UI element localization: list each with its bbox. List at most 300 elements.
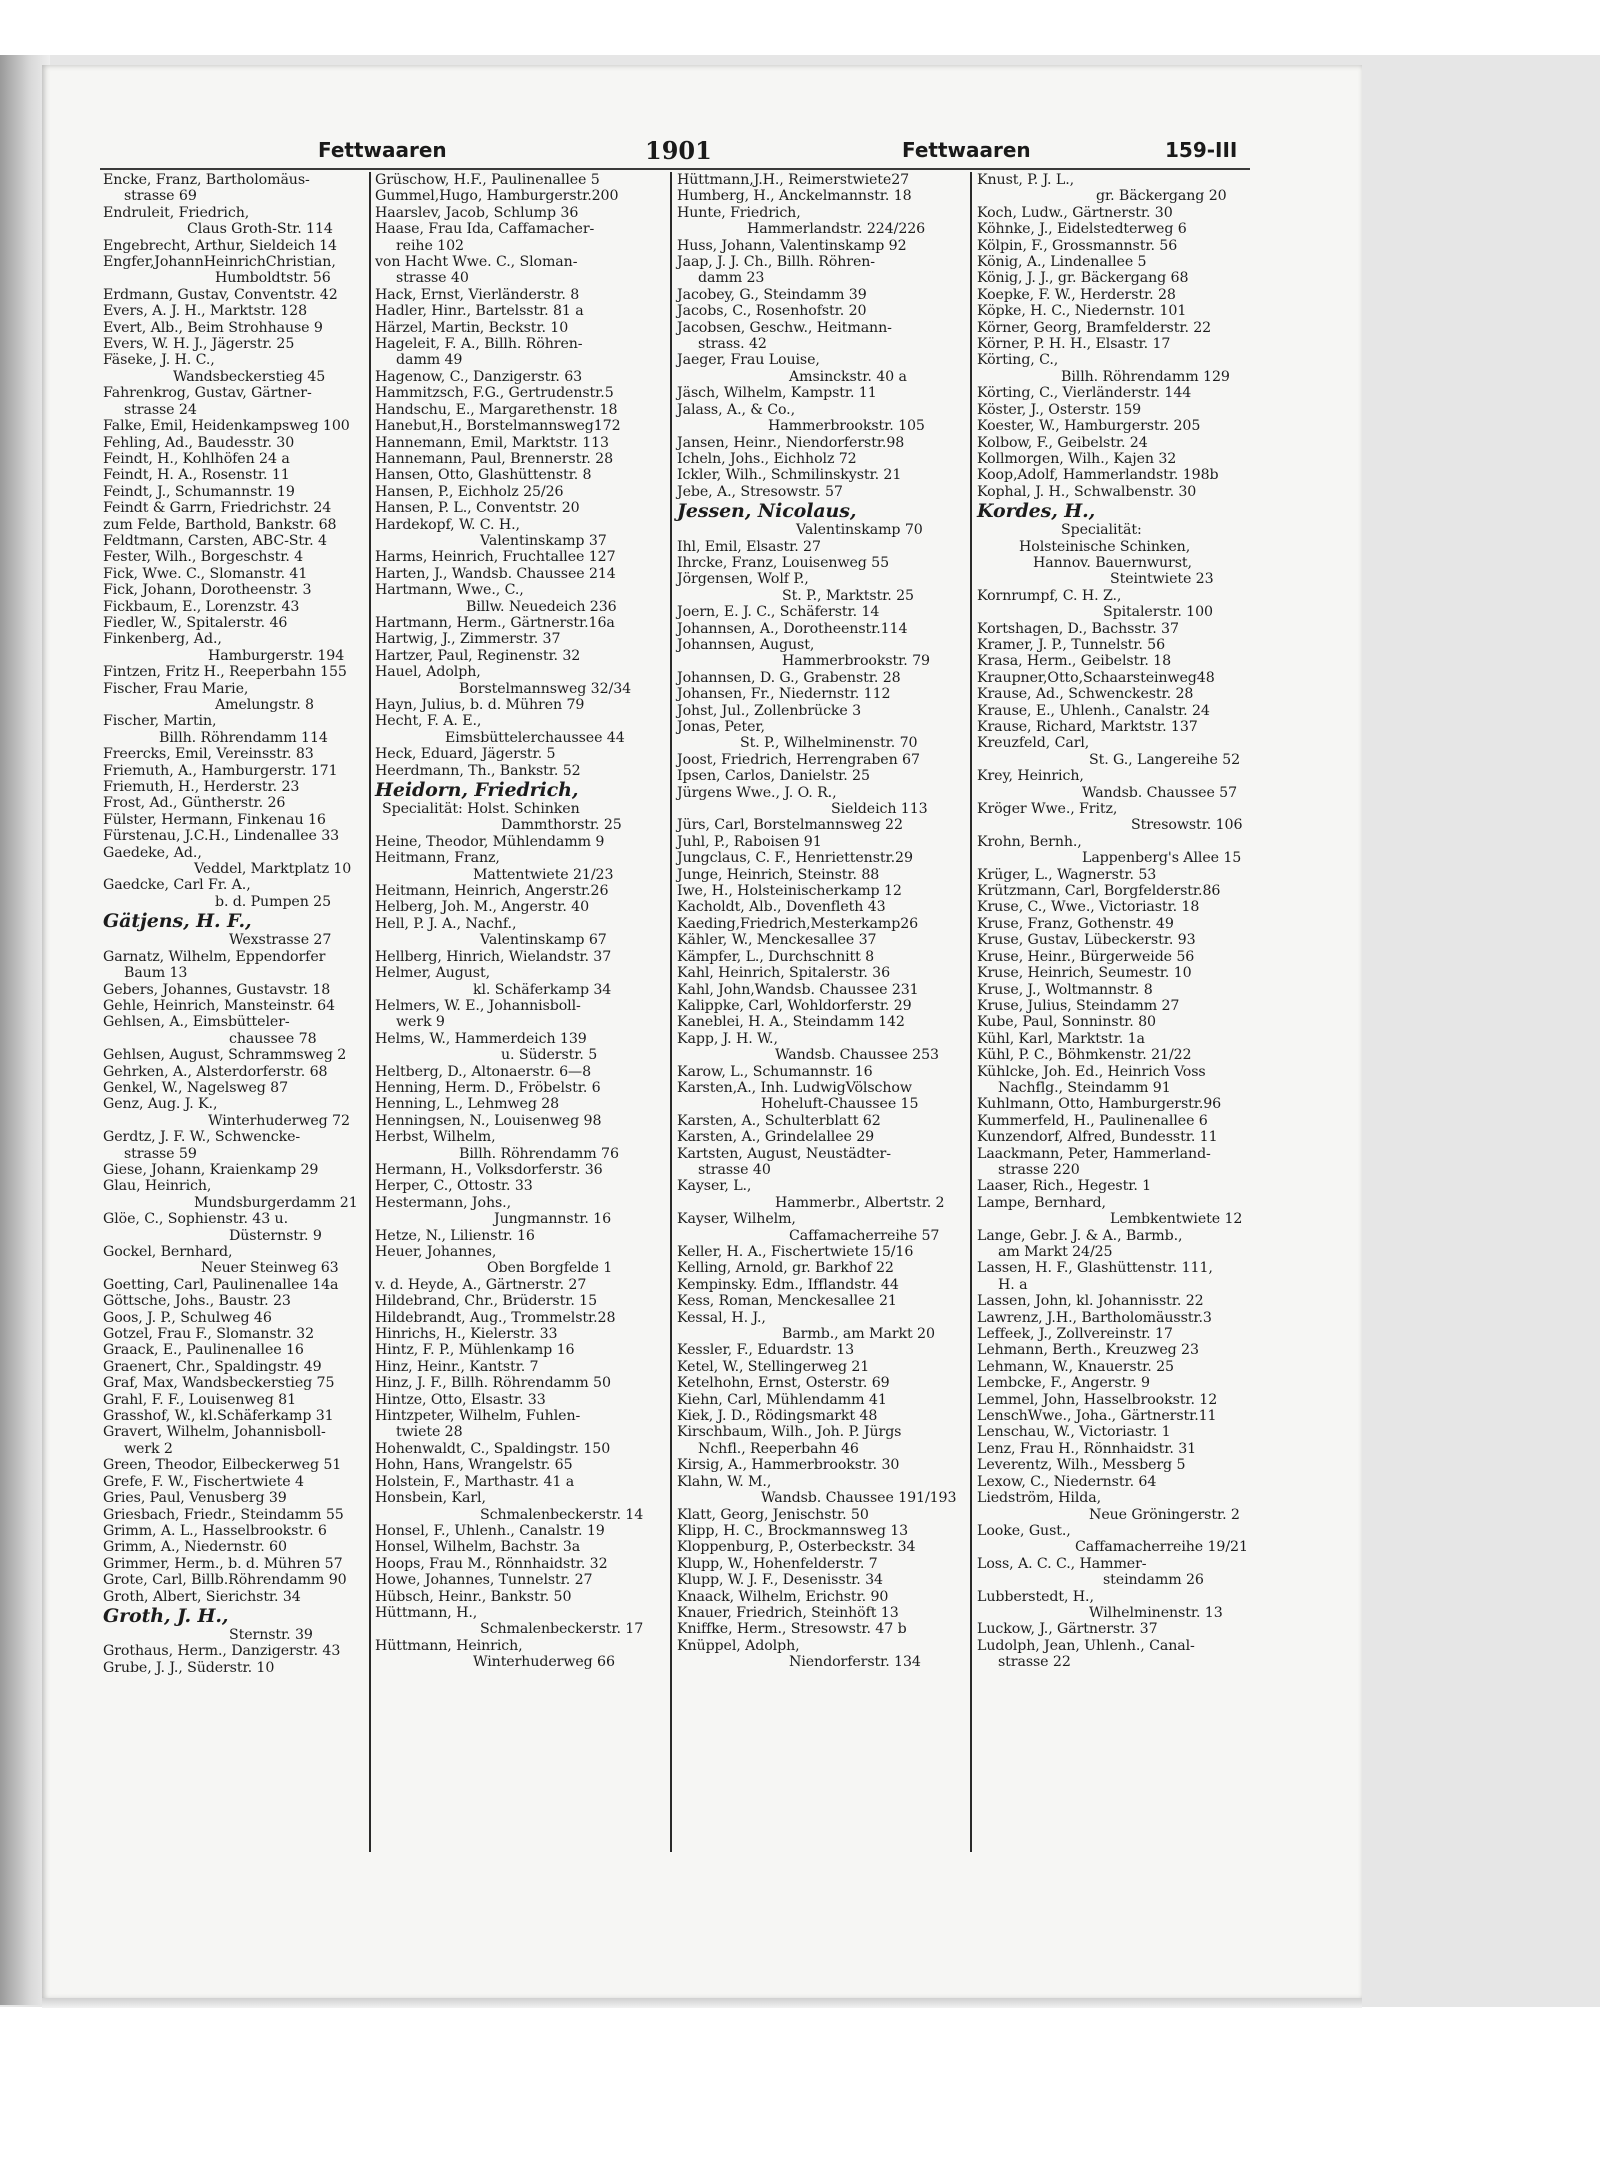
directory-entry-line: Klahn, W. M., <box>677 1473 772 1490</box>
directory-entry-line: Jungclaus, C. F., Henriettenstr.29 <box>677 850 913 867</box>
directory-entry-line: Kröger Wwe., Fritz, <box>977 801 1118 818</box>
directory-entry-line: Fick, Wwe. C., Slomanstr. 41 <box>103 565 308 582</box>
directory-entry-line: Fick, Johann, Dorotheenstr. 3 <box>103 582 312 599</box>
directory-entry-line: Kreuzfeld, Carl, <box>977 735 1090 752</box>
directory-entry-line: Heuer, Johannes, <box>375 1244 497 1260</box>
directory-entry-line: Lehmann, W., Knauerstr. 25 <box>977 1358 1174 1375</box>
directory-entry-line: Kirsig, A., Hammerbrookstr. 30 <box>677 1457 900 1474</box>
directory-entry-line: Körting, C., Vierländerstr. 144 <box>977 385 1192 402</box>
directory-entry-line: Oben Borgfelde 1 <box>487 1260 613 1277</box>
directory-entry-line: Klipp, H. C., Brockmannsweg 13 <box>677 1522 909 1539</box>
directory-entry-line: Fehling, Ad., Baudesstr. 30 <box>103 434 295 451</box>
directory-entry-line: Griesbach, Friedr., Steindamm 55 <box>103 1506 344 1523</box>
directory-entry-line: Körting, C., <box>977 352 1059 369</box>
directory-entry-line: werk 2 <box>124 1440 173 1457</box>
directory-entry-line: Borstelmannsweg 32/34 <box>459 680 632 697</box>
directory-entry-line: Endruleit, Friedrich, <box>103 204 250 221</box>
directory-entry-line: Hammerbrookstr. 105 <box>768 418 925 435</box>
directory-entry-line: Fiedler, W., Spitalerstr. 46 <box>103 614 288 631</box>
directory-entry-line: Fester, Wilh., Borgeschstr. 4 <box>103 549 304 566</box>
directory-entry-line: Gummel,Hugo, Hamburgerstr.200 <box>375 188 619 205</box>
directory-entry-line: Kämpfer, L., Durchschnitt 8 <box>677 948 875 965</box>
directory-entry-line: Kahl, John,Wandsb. Chaussee 231 <box>677 981 919 998</box>
directory-entry-line: Engebrecht, Arthur, Sieldeich 14 <box>103 237 337 254</box>
directory-entry-line: Hartwig, J., Zimmerstr. 37 <box>375 631 561 648</box>
directory-entry-line: Feindt & Garrn, Friedrichstr. 24 <box>103 500 332 517</box>
directory-entry-line: Hintzpeter, Wilhelm, Fuhlen- <box>375 1408 581 1425</box>
directory-entry-line: chaussee 78 <box>229 1030 317 1047</box>
directory-entry-line: Jacobey, G., Steindamm 39 <box>677 286 867 303</box>
directory-entry-line: am Markt 24/25 <box>998 1244 1113 1260</box>
directory-entry-line: Grahl, F. F., Louisenweg 81 <box>103 1391 297 1408</box>
directory-entry-line: Haase, Frau Ida, Caffamacher- <box>375 221 595 238</box>
directory-entry-line: Kolbow, F., Geibelstr. 24 <box>977 434 1148 451</box>
directory-entry-line: Feldtmann, Carsten, ABC-Str. 4 <box>103 532 327 549</box>
directory-entry-line: Glöe, C., Sophienstr. 43 u. <box>103 1211 288 1228</box>
directory-entry-line: Iwe, H., Holsteinischerkamp 12 <box>677 883 902 900</box>
directory-entry-line: Kruse, J., Woltmannstr. 8 <box>977 981 1153 998</box>
directory-entry-line: Caffamacherreihe 57 <box>789 1227 940 1244</box>
directory-entry-line: Kramer, J. P., Tunnelstr. 56 <box>977 636 1166 653</box>
directory-entry-line: Hansen, Otto, Glashüttenstr. 8 <box>375 467 592 484</box>
directory-entry-line: Ickler, Wilh., Schmilinskystr. 21 <box>677 467 902 484</box>
header-page-number: 159-III <box>1165 138 1238 162</box>
header-right-title: Fettwaaren <box>902 138 1031 162</box>
directory-entry-line: Lassen, H. F., Glashüttenstr. 111, <box>977 1260 1213 1277</box>
directory-entry-line: Fäseke, J. H. C., <box>103 352 215 369</box>
directory-entry-line: Kessler, F., Eduardstr. 13 <box>677 1342 855 1359</box>
directory-entry-line: Dammthorstr. 25 <box>501 817 622 834</box>
directory-entry-line: Hüttmann,J.H., Reimerstwiete27 <box>677 172 910 188</box>
directory-entry-line: Joern, E. J. C., Schäferstr. 14 <box>677 604 880 621</box>
directory-entry-line: Feindt, H. A., Rosenstr. 11 <box>103 467 290 484</box>
directory-entry-line: Johansen, Fr., Niedernstr. 112 <box>677 686 891 703</box>
directory-entry-line: Erdmann, Gustav, Conventstr. 42 <box>103 286 338 303</box>
directory-entry-line: Grimm, A., Niedernstr. 60 <box>103 1539 287 1556</box>
directory-entry-line: Hohn, Hans, Wrangelstr. 65 <box>375 1457 573 1474</box>
directory-entry-line: Heltberg, D., Altonaerstr. 6—8 <box>375 1063 592 1080</box>
directory-entry-line: Hayn, Julius, b. d. Mühren 79 <box>375 697 585 713</box>
directory-entry-line: Hartmann, Herm., Gärtnerstr.16a <box>375 614 615 631</box>
directory-entry-line: Neuer Steinweg 63 <box>201 1260 339 1277</box>
directory-entry-line: Hanebut,H., Borstelmannsweg172 <box>375 418 621 435</box>
directory-entry-line: Henning, Herm. D., Fröbelstr. 6 <box>375 1079 601 1096</box>
directory-entry-line: Billh. Röhrendamm 76 <box>459 1145 619 1162</box>
directory-entry-line: Kruse, C., Wwe., Victoriastr. 18 <box>977 899 1200 916</box>
directory-entry-line: Kess, Roman, Menckesallee 21 <box>677 1293 897 1310</box>
directory-entry-line: Wandsb. Chaussee 191/193 <box>761 1490 957 1507</box>
directory-entry-line: strasse 24 <box>124 401 197 418</box>
directory-entry-line: Lawrenz, J.H., Bartholomäusstr.3 <box>977 1309 1212 1326</box>
directory-entry-line: Kube, Paul, Sonninstr. 80 <box>977 1014 1156 1031</box>
directory-entry-line: Hintz, F. P., Mühlenkamp 16 <box>375 1342 575 1359</box>
directory-entry-line: Hammitzsch, F.G., Gertrudenstr.5 <box>375 385 614 402</box>
directory-entry-line: Leverentz, Wilh., Messberg 5 <box>977 1457 1186 1474</box>
directory-entry-line: Grube, J. J., Süderstr. 10 <box>103 1659 275 1676</box>
directory-entry-line: Kunzendorf, Alfred, Bundesstr. 11 <box>977 1129 1218 1146</box>
directory-entry-line: H. a <box>998 1276 1028 1293</box>
directory-entry-line: Hoops, Frau M., Rönnhaidstr. 32 <box>375 1555 608 1572</box>
directory-entry-line: Looke, Gust., <box>977 1522 1071 1539</box>
directory-entry-line: Feindt, J., Schumannstr. 19 <box>103 483 295 500</box>
directory-entry-line: Lembkentwiete 12 <box>1110 1211 1243 1228</box>
directory-entry-line: Neue Gröningerstr. 2 <box>1089 1506 1240 1523</box>
directory-entry-line: Fischer, Frau Marie, <box>103 680 249 697</box>
directory-entry-line: strass. 42 <box>698 336 767 353</box>
directory-entry-line: Niendorferstr. 134 <box>789 1654 921 1671</box>
directory-entry-line: Hübsch, Heinr., Bankstr. 50 <box>375 1588 572 1605</box>
directory-entry-line: Gehle, Heinrich, Mansteinstr. 64 <box>103 997 335 1014</box>
directory-entry-line: Hunte, Friedrich, <box>677 204 801 221</box>
directory-entry-line: Schmalenbeckerstr. 17 <box>480 1621 644 1638</box>
directory-entry-line: Kayser, L., <box>677 1178 752 1195</box>
directory-entry-line: Hüttmann, H., <box>375 1604 478 1621</box>
directory-entry-line: Lenz, Frau H., Rönnhaidstr. 31 <box>977 1440 1197 1457</box>
directory-entry-line: Kartsten, August, Neustädter- <box>677 1145 891 1162</box>
directory-entry-line: Liedström, Hilda, <box>977 1490 1102 1507</box>
column-divider <box>970 172 972 1852</box>
directory-entry-line: Lexow, C., Niedernstr. 64 <box>977 1473 1157 1490</box>
directory-entry-line: Groth, Albert, Sierichstr. 34 <box>103 1588 301 1605</box>
directory-entry-line: Amsinckstr. 40 a <box>789 368 907 385</box>
directory-entry-line: Johst, Jul., Zollenbrücke 3 <box>677 702 862 719</box>
directory-entry-line: Hannemann, Paul, Brennerstr. 28 <box>375 450 614 467</box>
directory-entry-line: Lubberstedt, H., <box>977 1588 1094 1605</box>
directory-entry-line: Krause, Ad., Schwenckestr. 28 <box>977 686 1194 703</box>
directory-entry-line: Hetze, N., Lilienstr. 16 <box>375 1227 535 1244</box>
directory-entry-line: Goos, J. P., Schulweg 46 <box>103 1309 272 1326</box>
directory-entry-line: kl. Schäferkamp 34 <box>473 981 612 998</box>
directory-entry-line: Baum 13 <box>124 965 188 982</box>
directory-entry-line: Hinz, Heinr., Kantstr. 7 <box>375 1358 539 1375</box>
directory-entry-line: Howe, Johannes, Tunnelstr. 27 <box>375 1572 593 1589</box>
directory-entry-line: Friemuth, A., Hamburgerstr. 171 <box>103 762 338 779</box>
directory-entry-line: Hansen, P., Eichholz 25/26 <box>375 483 564 500</box>
directory-column-2 <box>375 172 644 1671</box>
directory-entry-line: Luckow, J., Gärtnerstr. 37 <box>977 1621 1158 1638</box>
directory-entry-line: Ketelhohn, Ernst, Osterstr. 69 <box>677 1375 890 1392</box>
directory-entry-line: Mundsburgerdamm 21 <box>194 1194 358 1211</box>
directory-entry-line: Knauer, Friedrich, Steinhöft 13 <box>677 1604 899 1621</box>
directory-entry-line: reihe 102 <box>396 237 464 254</box>
directory-entry-line: Lampe, Bernhard, <box>977 1194 1106 1211</box>
directory-entry-line: Ihl, Emil, Elsastr. 27 <box>677 538 821 555</box>
directory-entry-line: Gotzel, Frau F., Slomanstr. 32 <box>103 1326 315 1343</box>
directory-entry-line: Helmers, W. E., Johannisboll- <box>375 997 581 1014</box>
directory-entry-line: Klupp, W., Hohenfelderstr. 7 <box>677 1555 878 1572</box>
directory-entry-line: Graack, E., Paulinenallee 16 <box>103 1342 304 1359</box>
directory-entry-line: Kruse, Julius, Steindamm 27 <box>977 997 1180 1014</box>
directory-entry-line: Koop,Adolf, Hammerlandstr. 198b <box>977 467 1219 484</box>
directory-entry-line: Kühl, P. C., Böhmkenstr. 21/22 <box>977 1047 1192 1064</box>
directory-entry-line: Junge, Heinrich, Steinstr. 88 <box>677 866 880 883</box>
directory-entry-line: Hauel, Adolph, <box>375 664 481 681</box>
directory-entry-line: Gebers, Johannes, Gustavstr. 18 <box>103 981 331 998</box>
directory-entry-line: Kruse, Heinrich, Seumestr. 10 <box>977 965 1192 982</box>
directory-entry-line: strasse 40 <box>698 1161 771 1178</box>
directory-entry-line: Kummerfeld, H., Paulinenallee 6 <box>977 1112 1208 1129</box>
directory-entry-line: Henningsen, N., Louisenweg 98 <box>375 1112 602 1129</box>
directory-entry-line: Herper, C., Ottostr. 33 <box>375 1178 533 1195</box>
directory-entry-line: Lembcke, F., Angerstr. 9 <box>977 1375 1150 1392</box>
directory-entry-line: Spitalerstr. 100 <box>1103 604 1213 621</box>
directory-entry-line: Gehlsen, August, Schrammsweg 2 <box>103 1047 347 1064</box>
directory-entry-line: Jebe, A., Stresowstr. 57 <box>677 483 843 500</box>
directory-entry-line: König, A., Lindenallee 5 <box>977 254 1147 271</box>
directory-entry-line: Joost, Friedrich, Herrengraben 67 <box>677 751 920 768</box>
directory-entry-line: Krasa, Herm., Geibelstr. 18 <box>977 653 1171 670</box>
directory-entry-line: Jörgensen, Wolf P., <box>677 571 809 588</box>
directory-entry-line: Hartzer, Paul, Reginenstr. 32 <box>375 647 581 664</box>
directory-entry-line: Heitmann, Franz, <box>375 850 500 867</box>
directory-entry-line: Valentinskamp 67 <box>480 932 607 949</box>
directory-entry-line: Hildebrandt, Aug., Trommelstr.28 <box>375 1309 616 1326</box>
directory-entry-line: Hintze, Otto, Elsastr. 33 <box>375 1391 546 1408</box>
directory-entry-line: Friemuth, H., Herderstr. 23 <box>103 779 300 796</box>
directory-entry-line: Specialität: Holst. Schinken <box>382 801 580 818</box>
directory-entry-line: Nachflg., Steindamm 91 <box>998 1079 1171 1096</box>
directory-entry-line: gr. Bäckergang 20 <box>1096 188 1227 205</box>
directory-entry-line: Grimmer, Herm., b. d. Mühren 57 <box>103 1555 343 1572</box>
directory-entry-line: Lehmann, Berth., Kreuzweg 23 <box>977 1342 1199 1359</box>
directory-entry-line: Wandsb. Chaussee 253 <box>775 1047 939 1064</box>
column-divider <box>369 172 371 1852</box>
directory-entry-line: Jonas, Peter, <box>677 719 765 735</box>
directory-entry-line: strasse 220 <box>998 1161 1080 1178</box>
directory-entry-line: Köster, J., Osterstr. 159 <box>977 401 1142 418</box>
directory-entry-line: Henning, L., Lehmweg 28 <box>375 1096 560 1113</box>
directory-entry-line: Krützmann, Carl, Borgfelderstr.86 <box>977 883 1221 900</box>
directory-entry-line: Hack, Ernst, Vierländerstr. 8 <box>375 286 580 303</box>
directory-entry-line: Honsel, Wilhelm, Bachstr. 3a <box>375 1539 581 1556</box>
directory-entry-line: Heidorn, Friedrich, <box>375 779 579 802</box>
directory-entry-line: Hammerbr., Albertstr. 2 <box>775 1194 945 1211</box>
directory-entry-line: Kaeding,Friedrich,Mesterkamp26 <box>677 915 919 932</box>
directory-entry-line: Knust, P. J. L., <box>977 172 1075 188</box>
directory-entry-line: Encke, Franz, Bartholomäus- <box>103 172 310 188</box>
directory-entry-line: Hartmann, Wwe., C., <box>375 582 524 599</box>
directory-entry-line: Hermann, H., Volksdorferstr. 36 <box>375 1161 603 1178</box>
directory-entry-line: Kayser, Wilhelm, <box>677 1211 796 1228</box>
directory-entry-line: Krohn, Bernh., <box>977 833 1082 850</box>
directory-entry-line: Kollmorgen, Wilh., Kajen 32 <box>977 450 1177 467</box>
directory-entry-line: Gravert, Wilhelm, Johannisboll- <box>103 1424 326 1441</box>
directory-entry-line: Karsten, A., Schulterblatt 62 <box>677 1112 881 1129</box>
directory-entry-line: Holstein, F., Marthastr. 41 a <box>375 1473 575 1490</box>
directory-entry-line: Huss, Johann, Valentinskamp 92 <box>677 237 907 254</box>
directory-entry-line: Harten, J., Wandsb. Chaussee 214 <box>375 565 616 582</box>
directory-entry-line: Hardekopf, W. C. H., <box>375 516 520 533</box>
directory-entry-line: Stresowstr. 106 <box>1131 817 1243 834</box>
directory-entry-line: Harms, Heinrich, Fruchtallee 127 <box>375 549 616 566</box>
directory-entry-line: Hageleit, F. A., Billh. Röhren- <box>375 336 583 353</box>
directory-entry-line: Kelling, Arnold, gr. Barkhof 22 <box>677 1260 894 1277</box>
directory-entry-line: Kiehn, Carl, Mühlendamm 41 <box>677 1391 887 1408</box>
directory-entry-line: Krey, Heinrich, <box>977 768 1084 785</box>
directory-entry-line: Hannov. Bauernwurst, <box>1033 554 1192 571</box>
directory-entry-line: Juhl, P., Raboisen 91 <box>677 833 822 850</box>
directory-entry-line: Evers, A. J. H., Marktstr. 128 <box>103 303 307 320</box>
directory-entry-line: Kophal, J. H., Schwalbenstr. 30 <box>977 483 1197 500</box>
directory-entry-line: Johannsen, August, <box>677 636 815 653</box>
directory-entry-line: Gaedcke, Carl Fr. A., <box>103 877 251 894</box>
directory-entry-line: Kuhlmann, Otto, Hamburgerstr.96 <box>977 1096 1222 1113</box>
directory-entry-line: St. P., Wilhelminenstr. 70 <box>740 735 918 752</box>
directory-entry-line: Hinz, J. F., Billh. Röhrendamm 50 <box>375 1375 611 1392</box>
directory-entry-line: Koch, Ludw., Gärtnerstr. 30 <box>977 204 1173 221</box>
directory-entry-line: v. d. Heyde, A., Gärtnerstr. 27 <box>375 1276 587 1293</box>
directory-entry-line: Heerdmann, Th., Bankstr. 52 <box>375 762 581 779</box>
directory-entry-line: Hecht, F. A. E., <box>375 713 482 730</box>
directory-entry-line: Sternstr. 39 <box>229 1626 313 1643</box>
directory-entry-line: Groth, J. H., <box>103 1604 229 1627</box>
directory-entry-line: Hagenow, C., Danzigerstr. 63 <box>375 368 583 385</box>
page-header <box>0 138 1600 172</box>
directory-entry-line: Helmer, August, <box>375 965 490 982</box>
directory-entry-line: Grefe, F. W., Fischertwiete 4 <box>103 1473 304 1490</box>
directory-entry-line: Helberg, Joh. M., Angerstr. 40 <box>375 899 590 916</box>
directory-entry-line: Kloppenburg, P., Osterbeckstr. 34 <box>677 1539 916 1556</box>
directory-entry-line: Winterhuderweg 72 <box>208 1112 350 1129</box>
directory-entry-line: Grüschow, H.F., Paulinenallee 5 <box>375 172 600 188</box>
directory-entry-line: Koester, W., Hamburgerstr. 205 <box>977 418 1201 435</box>
directory-entry-line: Holsteinische Schinken, <box>1019 538 1191 555</box>
directory-entry-line: Kaneblei, H. A., Steindamm 142 <box>677 1014 905 1031</box>
directory-entry-line: Jürs, Carl, Borstelmannsweg 22 <box>677 817 903 834</box>
directory-entry-line: Gerdtz, J. F. W., Schwencke- <box>103 1129 301 1146</box>
directory-entry-line: Kahl, Heinrich, Spitalerstr. 36 <box>677 965 891 982</box>
directory-entry-line: Green, Theodor, Eilbeckerweg 51 <box>103 1457 342 1474</box>
directory-entry-line: Amelungstr. 8 <box>215 697 314 713</box>
directory-entry-line: Veddel, Marktplatz 10 <box>194 861 352 878</box>
directory-entry-line: Gehlsen, A., Eimsbütteler- <box>103 1014 290 1031</box>
directory-entry-line: Krause, Richard, Marktstr. 137 <box>977 719 1198 735</box>
directory-entry-line: Keller, H. A., Fischertwiete 15/16 <box>677 1244 914 1260</box>
directory-entry-line: Jäsch, Wilhelm, Kampstr. 11 <box>677 385 877 402</box>
directory-entry-line: Hüttmann, Heinrich, <box>375 1637 523 1654</box>
directory-entry-line: Wexstrasse 27 <box>229 932 332 949</box>
directory-column-3 <box>677 172 957 1671</box>
directory-entry-line: Nchfl., Reeperbahn 46 <box>698 1440 859 1457</box>
directory-entry-line: strasse 40 <box>396 270 469 287</box>
directory-entry-line: Humberg, H., Anckelmannstr. 18 <box>677 188 912 205</box>
directory-entry-line: Graf, Max, Wandsbeckerstieg 75 <box>103 1375 335 1392</box>
directory-entry-line: Haarslev, Jacob, Schlump 36 <box>375 204 579 221</box>
directory-entry-line: Grothaus, Herm., Danzigerstr. 43 <box>103 1643 341 1660</box>
directory-entry-line: Honsbein, Karl, <box>375 1490 486 1507</box>
directory-column-4 <box>977 172 1248 1671</box>
directory-entry-line: Knüppel, Adolph, <box>677 1637 800 1654</box>
directory-entry-line: Humboldtstr. 56 <box>215 270 331 287</box>
directory-entry-line: Herbst, Wilhelm, <box>375 1129 496 1146</box>
directory-entry-line: Laackmann, Peter, Hammerland- <box>977 1145 1211 1162</box>
directory-entry-line: Steintwiete 23 <box>1110 571 1214 588</box>
directory-entry-line: Feindt, H., Kohlhöfen 24 a <box>103 450 290 467</box>
directory-entry-line: Fischer, Martin, <box>103 713 217 730</box>
directory-entry-line: b. d. Pumpen 25 <box>215 893 332 910</box>
directory-entry-line: Kähler, W., Menckesallee 37 <box>677 932 877 949</box>
directory-entry-line: Billh. Röhrendamm 129 <box>1061 368 1230 385</box>
directory-entry-line: Hellberg, Hinrich, Wielandstr. 37 <box>375 948 612 965</box>
directory-entry-line: damm 23 <box>698 270 765 287</box>
directory-entry-line: Valentinskamp 70 <box>796 522 923 539</box>
directory-entry-line: Lemmel, John, Hasselbrookstr. 12 <box>977 1391 1218 1408</box>
directory-entry-line: Krause, E., Uhlenh., Canalstr. 24 <box>977 702 1210 719</box>
directory-entry-line: Hildebrand, Chr., Brüderstr. 15 <box>375 1293 598 1310</box>
directory-entry-line: Kacholdt, Alb., Dovenfleth 43 <box>677 899 886 916</box>
directory-entry-line: St. G., Langereihe 52 <box>1089 751 1241 768</box>
directory-entry-line: Kirschbaum, Wilh., Joh. P. Jürgs <box>677 1424 902 1441</box>
directory-entry-line: Winterhuderweg 66 <box>473 1654 615 1671</box>
directory-entry-line: St. P., Marktstr. 25 <box>782 587 914 604</box>
directory-entry-line: Engfer,JohannHeinrichChristian, <box>103 254 336 271</box>
directory-entry-line: Grasshof, W., kl.Schäferkamp 31 <box>103 1408 334 1425</box>
directory-entry-line: Grimm, A. L., Hasselbrookstr. 6 <box>103 1522 327 1539</box>
directory-entry-line: Fülster, Hermann, Finkenau 16 <box>103 811 326 828</box>
directory-entry-line: zum Felde, Barthold, Bankstr. 68 <box>103 516 337 533</box>
directory-entry-line: Heine, Theodor, Mühlendamm 9 <box>375 833 605 850</box>
directory-entry-line: Körner, Georg, Bramfelderstr. 22 <box>977 319 1212 336</box>
directory-entry-line: strasse 22 <box>998 1654 1071 1671</box>
directory-entry-line: Hohenwaldt, C., Spaldingstr. 150 <box>375 1440 611 1457</box>
directory-entry-line: Gehrken, A., Alsterdorferstr. 68 <box>103 1063 328 1080</box>
directory-entry-line: Kühlcke, Joh. Ed., Heinrich Voss <box>977 1063 1206 1080</box>
directory-entry-line: Krüger, L., Wagnerstr. 53 <box>977 866 1157 883</box>
directory-entry-line: Barmb., am Markt 20 <box>782 1326 935 1343</box>
directory-entry-line: Jalass, A., & Co., <box>677 401 796 418</box>
directory-entry-line: Fahrenkrog, Gustav, Gärtner- <box>103 385 312 402</box>
directory-entry-line: von Hacht Wwe. C., Sloman- <box>375 254 578 271</box>
directory-entry-line: Köpke, H. C., Niedernstr. 101 <box>977 303 1187 320</box>
directory-entry-line: strasse 59 <box>124 1145 197 1162</box>
directory-entry-line: Kapp, J. H. W., <box>677 1030 778 1047</box>
directory-entry-line: Jungmannstr. 16 <box>494 1211 612 1228</box>
directory-entry-line: Kniffke, Herm., Stresowstr. 47 b <box>677 1621 907 1638</box>
directory-entry-line: Kruse, Heinr., Bürgerweide 56 <box>977 948 1195 965</box>
directory-entry-line: Laaser, Rich., Hegestr. 1 <box>977 1178 1152 1195</box>
directory-entry-line: König, J. J., gr. Bäckergang 68 <box>977 270 1189 287</box>
directory-entry-line: Köhnke, J., Eidelstedterweg 6 <box>977 221 1187 238</box>
directory-entry-line: Hammerbrookstr. 79 <box>782 653 930 670</box>
directory-entry-line: Kordes, H., <box>977 500 1096 523</box>
directory-entry-line: werk 9 <box>396 1014 445 1031</box>
directory-entry-line: Jacobs, C., Rosenhofstr. 20 <box>677 303 867 320</box>
directory-entry-line: Fürstenau, J.C.H., Lindenallee 33 <box>103 828 340 845</box>
header-rule <box>100 168 1250 170</box>
header-year: 1901 <box>645 136 712 165</box>
directory-entry-line: Loss, A. C. C., Hammer- <box>977 1555 1147 1572</box>
directory-entry-line: Glau, Heinrich, <box>103 1178 212 1195</box>
directory-entry-line: Goetting, Carl, Paulinenallee 14a <box>103 1276 339 1293</box>
column-divider <box>670 172 672 1852</box>
directory-entry-line: Ludolph, Jean, Uhlenh., Canal- <box>977 1637 1195 1654</box>
directory-entry-line: Hoheluft-Chaussee 15 <box>761 1096 919 1113</box>
directory-entry-line: Lenschau, W., Victoriastr. 1 <box>977 1424 1171 1441</box>
directory-entry-line: Jacobsen, Geschw., Heitmann- <box>677 319 892 336</box>
directory-entry-line: Gries, Paul, Venusberg 39 <box>103 1490 287 1507</box>
directory-entry-line: Frost, Ad., Güntherstr. 26 <box>103 795 286 812</box>
directory-entry-line: Garnatz, Wilhelm, Eppendorfer <box>103 948 326 965</box>
directory-entry-line: Koepke, F. W., Herderstr. 28 <box>977 286 1176 303</box>
directory-entry-line: Finkenberg, Ad., <box>103 631 222 648</box>
directory-entry-line: Wilhelminenstr. 13 <box>1089 1604 1223 1621</box>
directory-entry-line: Kessal, H. J., <box>677 1309 766 1326</box>
directory-entry-line: Kühl, Karl, Marktstr. 1a <box>977 1030 1145 1047</box>
directory-entry-line: Kruse, Franz, Gothenstr. 49 <box>977 915 1174 932</box>
directory-entry-line: Ihrcke, Franz, Louisenweg 55 <box>677 554 890 571</box>
directory-entry-line: Giese, Johann, Kraienkamp 29 <box>103 1161 319 1178</box>
directory-entry-line: Hestermann, Johs., <box>375 1194 512 1211</box>
